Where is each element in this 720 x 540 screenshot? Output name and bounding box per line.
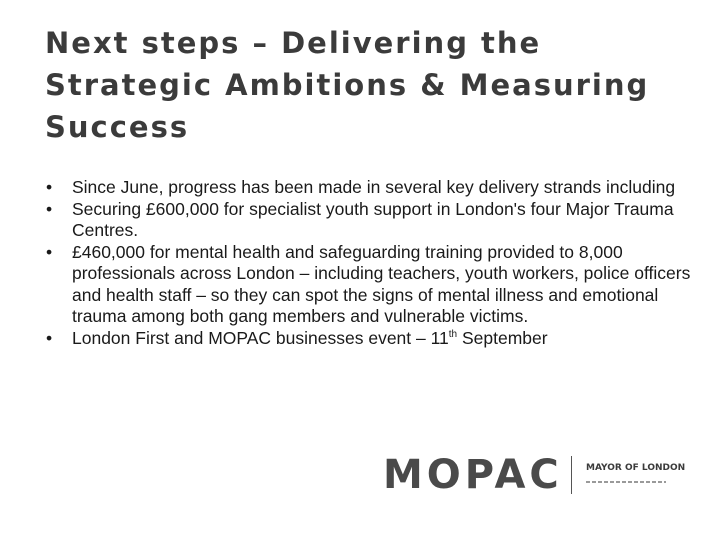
event-text-before: London First and MOPAC businesses event – 11 bbox=[72, 327, 449, 348]
event-date-suffix: th bbox=[448, 328, 458, 340]
bullet-dot-icon: • bbox=[46, 198, 53, 219]
bullet-dot-icon: • bbox=[46, 241, 53, 262]
logo-divider bbox=[571, 456, 572, 494]
mopac-wordmark: MOPAC bbox=[383, 452, 563, 498]
slide-title bbox=[45, 22, 695, 148]
mayor-logo-subline bbox=[586, 481, 666, 483]
bullet-text-business-event bbox=[72, 328, 548, 348]
bullet-item-mental-health-training bbox=[46, 242, 696, 328]
bullet-dot-icon: • bbox=[46, 177, 53, 197]
mopac-logo bbox=[383, 452, 686, 500]
bullet-text-trauma-centres: Securing £600,000 for specialist youth support in London's four Major Trauma Centres. bbox=[72, 198, 674, 240]
title-line-2: Strategic Ambitions & Measuring bbox=[45, 68, 650, 102]
bullet-list bbox=[46, 177, 696, 349]
bullet-text-mental-health-training: £460,000 for mental health and safeguarding training provided to 8,000 professionals across London – including teachers, youth workers, police officers and health staff – so they can spot the signs of mental illness and emotional trauma among both gang members and vulnerable victims. bbox=[72, 241, 691, 326]
bullet-text-progress: Since June, progress has been made in several key delivery strands including bbox=[72, 177, 676, 197]
bullet-item-business-event bbox=[46, 328, 696, 350]
title-line-3: Success bbox=[45, 110, 190, 144]
mayor-of-london-text: MAYOR OF LONDON bbox=[586, 463, 686, 473]
title-line-1: Next steps – Delivering the bbox=[45, 26, 542, 60]
bullet-dot-icon: • bbox=[46, 327, 53, 348]
bullet-item-progress bbox=[46, 177, 696, 199]
event-text-after: September bbox=[457, 327, 548, 348]
bullet-item-trauma-centres bbox=[46, 199, 696, 242]
